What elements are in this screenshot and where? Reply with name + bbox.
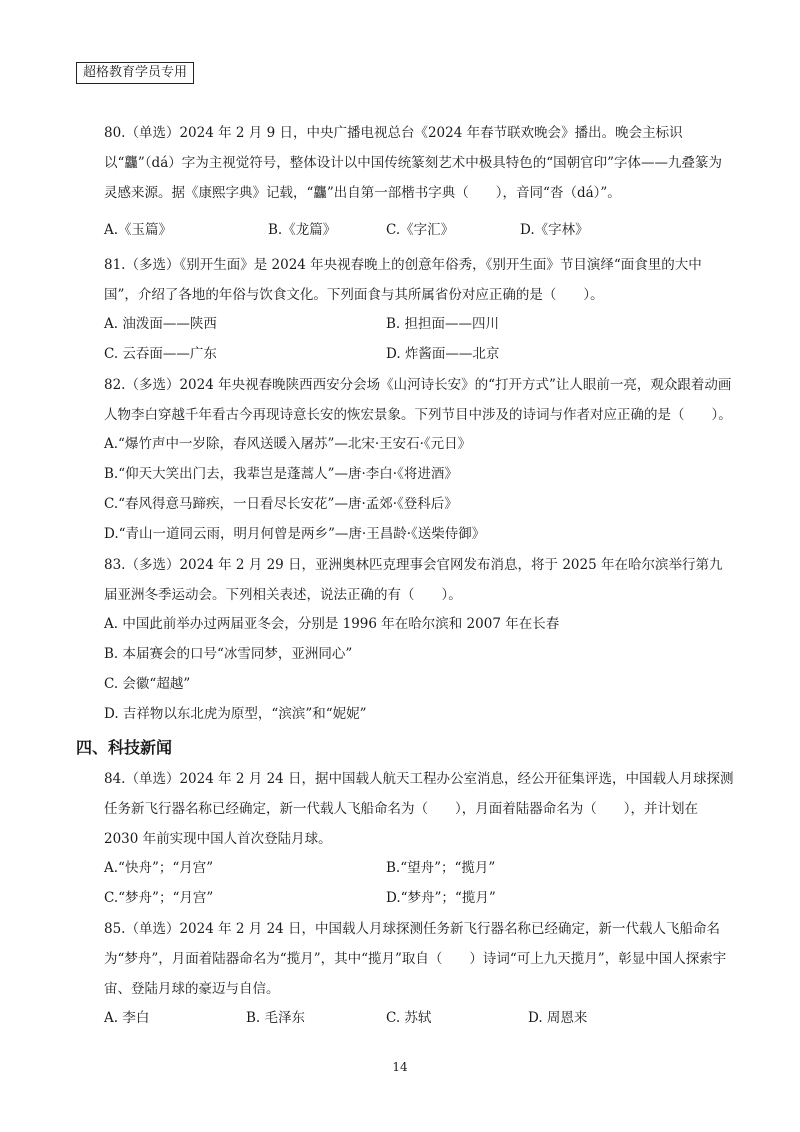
- q80-option-a: A.《玉篇》: [104, 222, 173, 238]
- q84-option-b: B.“望舟”；“揽月”: [386, 860, 496, 876]
- q84-option-a: A.“快舟”；“月宫”: [104, 860, 214, 876]
- question-82-stem: 82.（多选）2024 年央视春晚陕西西安分会场《山河诗长安》的“打开方式”让人眼前一亮，观众跟着动画人物李白穿越千年看古今再现诗意长安的恢宏景象。下列节目中涉及的诗词与作者对应正确的是（ ）。: [104, 377, 732, 423]
- q81-option-a: A. 油泼面——陕西: [104, 316, 217, 332]
- q83-option-d: D. 吉祥物以东北虎为原型，“滨滨”和“妮妮”: [104, 706, 367, 722]
- page-number: 14: [392, 1060, 408, 1074]
- q83-option-b: B. 本届赛会的口号“冰雪同梦，亚洲同心”: [104, 646, 353, 662]
- question-81-stem: 81.（多选）《别开生面》是 2024 年央视春晚上的创意年俗秀，《别开生面》节目演绎“面食里的大中国”，介绍了各地的年俗与饮食文化。下列面食与其所属省份对应正确的是（ ）。: [104, 257, 702, 303]
- q82-option-b: B.“仰天大笑出门去，我辈岂是蓬蒿人”—唐·李白·《将进酒》: [104, 466, 458, 482]
- q80-option-c: C.《字汇》: [386, 222, 455, 238]
- q81-option-d: D. 炸酱面——北京: [386, 346, 500, 362]
- question-80-stem: 80.（单选）2024 年 2 月 9 日，中央广播电视总台《2024 年春节联欢晚会》播出。晚会主标识以“龘”（dá）字为主视觉符号，整体设计以中国传统篆刻艺术中极具特色的“国朝官印”字体——九叠篆为灵感来源。据《康熙字典》记载，“龘”出自第一部楷书字典（ ），音同“沓（dá）”。: [104, 125, 723, 201]
- q80-option-d: D.《字林》: [520, 222, 589, 238]
- question-85-stem: 85.（单选）2024 年 2 月 24 日，中国载人月球探测任务新飞行器名称已经确定，新一代载人飞船命名为“梦舟”，月面着陆器命名为“揽月”，其中“揽月”取自（ ）诗词“可上九天揽月”，彰显中国人探索宇宙、登陆月球的豪迈与自信。: [104, 921, 727, 997]
- section-heading: 四、科技新闻: [76, 738, 173, 757]
- question-84-stem: 84.（单选）2024 年 2 月 24 日，据中国载人航天工程办公室消息，经公开征集评选，中国载人月球探测任务新飞行器名称已经确定，新一代载人飞船命名为（ ），月面着陆器命名为（ ），并计划在 2030 年前实现中国人首次登陆月球。: [104, 771, 734, 847]
- q84-option-c: C.“梦舟”；“月宫”: [104, 890, 214, 906]
- q80-option-b: B.《龙篇》: [268, 222, 337, 238]
- q84-option-d: D.“梦舟”；“揽月”: [386, 890, 496, 906]
- question-83-stem: 83.（多选）2024 年 2 月 29 日，亚洲奥林匹克理事会官网发布消息，将于 2025 年在哈尔滨举行第九届亚洲冬季运动会。下列相关表述，说法正确的有（ ）。: [104, 557, 723, 603]
- q81-option-b: B. 担担面——四川: [386, 316, 500, 332]
- header-stamp: 超格教育学员专用: [76, 62, 194, 84]
- q81-option-c: C. 云吞面——广东: [104, 346, 217, 362]
- q82-option-a: A.“爆竹声中一岁除，春风送暖入屠苏”—北宋·王安石·《元日》: [104, 436, 472, 452]
- q85-option-d: D. 周恩来: [528, 1010, 588, 1026]
- q83-option-c: C. 会徽“超越”: [104, 676, 191, 692]
- q85-option-b: B. 毛泽东: [246, 1010, 306, 1026]
- q82-option-d: D.“青山一道同云雨，明月何曾是两乡”—唐·王昌龄·《送柴侍御》: [104, 526, 486, 542]
- q83-option-a: A. 中国此前举办过两届亚冬会，分别是 1996 年在哈尔滨和 2007 年在长春: [104, 616, 560, 632]
- q85-option-c: C. 苏轼: [386, 1010, 432, 1026]
- q82-option-c: C.“春风得意马蹄疾，一日看尽长安花”—唐·孟郊·《登科后》: [104, 496, 458, 512]
- q85-option-a: A. 李白: [104, 1010, 150, 1026]
